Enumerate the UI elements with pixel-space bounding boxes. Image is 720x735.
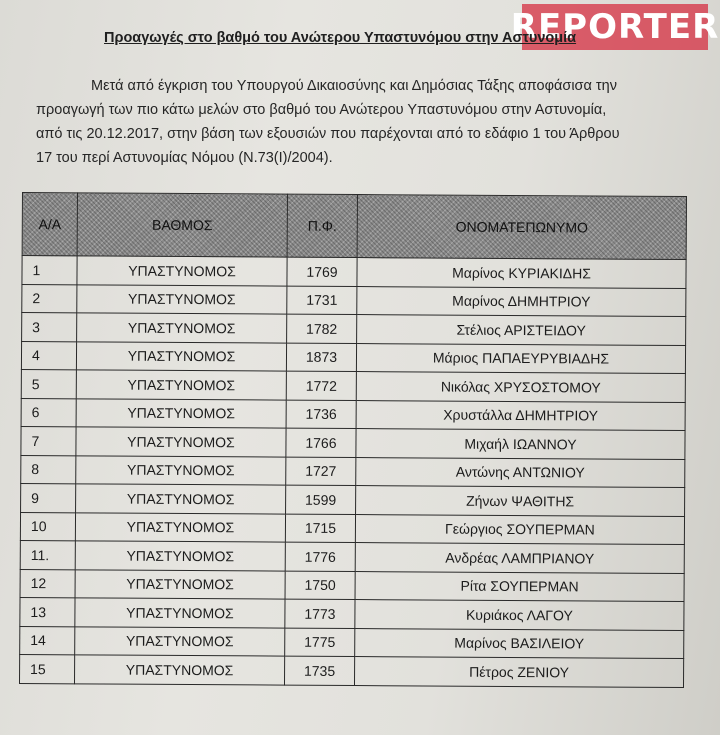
cell-aa: 7 — [21, 426, 76, 455]
cell-pf: 1715 — [285, 514, 355, 543]
table-row — [20, 540, 684, 573]
table-row — [21, 341, 685, 374]
cell-pf: 1773 — [285, 599, 355, 628]
intro-paragraph — [36, 74, 668, 170]
cell-rank: ΥΠΑΣΤΥΝΟΜΟΣ — [76, 427, 286, 457]
cell-rank: ΥΠΑΣΤΥΝΟΜΟΣ — [76, 398, 286, 428]
cell-fullname: Μαρίνος ΚΥΡΙΑΚΙΔΗΣ — [357, 258, 686, 289]
header-aa: Α/Α — [22, 193, 77, 256]
document-title: Προαγωγές στο βαθμό του Ανώτερου Υπαστυνόμου στην Αστυνομία — [104, 30, 577, 46]
cell-pf: 1731 — [287, 286, 357, 315]
cell-pf: 1776 — [285, 542, 355, 571]
table-row — [21, 426, 685, 459]
reporter-watermark: REPORTER — [522, 4, 708, 50]
cell-pf: 1766 — [286, 428, 356, 457]
cell-rank: ΥΠΑΣΤΥΝΟΜΟΣ — [77, 313, 287, 343]
cell-pf: 1750 — [285, 571, 355, 600]
table-row — [20, 512, 684, 545]
cell-rank: ΥΠΑΣΤΥΝΟΜΟΣ — [75, 541, 285, 571]
cell-fullname: Μαρίνος ΔΗΜΗΤΡΙΟΥ — [357, 286, 686, 317]
table-row — [21, 483, 685, 516]
cell-aa: 4 — [21, 341, 76, 370]
table-row — [20, 626, 684, 659]
table-row — [22, 284, 686, 317]
intro-line: Μετά από έγκριση του Υπουργού Δικαιοσύνης και Δημόσιας Τάξης αποφάσισα την — [91, 78, 617, 94]
table-row — [20, 654, 684, 687]
cell-rank: ΥΠΑΣΤΥΝΟΜΟΣ — [76, 484, 286, 514]
cell-fullname: Αντώνης ΑΝΤΩΝΙΟΥ — [356, 457, 685, 488]
header-rank: ΒΑΘΜΟΣ — [77, 193, 287, 257]
cell-pf: 1769 — [287, 257, 357, 286]
cell-pf: 1735 — [284, 656, 354, 685]
cell-fullname: Γεώργιος ΣΟΥΠΕΡΜΑΝ — [355, 514, 684, 545]
cell-pf: 1599 — [286, 485, 356, 514]
cell-pf: 1782 — [287, 314, 357, 343]
header-pf: Π.Φ. — [287, 194, 357, 257]
cell-aa: 9 — [21, 483, 76, 512]
cell-aa: 13 — [20, 597, 75, 626]
cell-fullname: Μάριος ΠΑΠΑΕΥΡΥΒΙΑΔΗΣ — [356, 343, 685, 374]
cell-fullname: Ρίτα ΣΟΥΠΕΡΜΑΝ — [355, 571, 684, 602]
cell-aa: 14 — [20, 626, 75, 655]
cell-pf: 1736 — [286, 400, 356, 429]
intro-line: από τις 20.12.2017, στην βάση των εξουσιών που παρέχονται από το εδάφιο 1 του Άρθρου — [36, 126, 620, 142]
intro-line: προαγωγή των πιο κάτω μελών στο βαθμό του Ανώτερου Υπαστυνόμου στην Αστυνομία, — [36, 102, 607, 118]
table-row — [22, 313, 686, 346]
cell-fullname: Μαρίνος ΒΑΣΙΛΕΙΟΥ — [355, 628, 684, 659]
cell-fullname: Μιχαήλ ΙΩΑΝΝΟΥ — [356, 429, 685, 460]
cell-aa: 5 — [21, 369, 76, 398]
cell-aa: 12 — [20, 569, 75, 598]
cell-rank: ΥΠΑΣΤΥΝΟΜΟΣ — [76, 370, 286, 400]
promotions-table-wrapper — [19, 192, 686, 688]
cell-aa: 8 — [21, 455, 76, 484]
cell-pf: 1772 — [286, 371, 356, 400]
cell-aa: 15 — [20, 654, 75, 683]
table-row — [21, 455, 685, 488]
intro-line: 17 του περί Αστυνομίας Νόμου (Ν.73(Ι)/2004). — [36, 150, 333, 166]
table-row — [21, 398, 685, 431]
cell-rank: ΥΠΑΣΤΥΝΟΜΟΣ — [77, 256, 287, 286]
table-header-row — [22, 193, 686, 260]
cell-rank: ΥΠΑΣΤΥΝΟΜΟΣ — [77, 284, 287, 314]
cell-rank: ΥΠΑΣΤΥΝΟΜΟΣ — [74, 655, 284, 685]
cell-aa: 3 — [22, 313, 77, 342]
table-row — [21, 369, 685, 402]
cell-aa: 6 — [21, 398, 76, 427]
cell-fullname: Κυριάκος ΛΑΓΟΥ — [355, 600, 684, 631]
cell-rank: ΥΠΑΣΤΥΝΟΜΟΣ — [76, 341, 286, 371]
cell-pf: 1873 — [286, 343, 356, 372]
cell-fullname: Χρυστάλλα ΔΗΜΗΤΡΙΟΥ — [356, 400, 685, 431]
table-row — [20, 569, 684, 602]
cell-rank: ΥΠΑΣΤΥΝΟΜΟΣ — [75, 512, 285, 542]
table-row — [22, 256, 686, 289]
cell-fullname: Νικόλας ΧΡΥΣΟΣΤΟΜΟΥ — [356, 372, 685, 403]
cell-fullname: Στέλιος ΑΡΙΣΤΕΙΔΟΥ — [357, 315, 686, 346]
cell-rank: ΥΠΑΣΤΥΝΟΜΟΣ — [75, 626, 285, 656]
cell-rank: ΥΠΑΣΤΥΝΟΜΟΣ — [76, 455, 286, 485]
cell-pf: 1775 — [285, 628, 355, 657]
table-body — [20, 256, 687, 688]
cell-fullname: Ανδρέας ΛΑΜΠΡΙΑΝΟΥ — [355, 543, 684, 574]
cell-fullname: Πέτρος ΖΕΝΙΟΥ — [354, 657, 683, 688]
cell-rank: ΥΠΑΣΤΥΝΟΜΟΣ — [75, 598, 285, 628]
cell-aa: 10 — [20, 512, 75, 541]
cell-aa: 1 — [22, 256, 77, 285]
header-fullname: ΟΝΟΜΑΤΕΠΩΝΥΜΟ — [357, 195, 686, 260]
cell-rank: ΥΠΑΣΤΥΝΟΜΟΣ — [75, 569, 285, 599]
cell-aa: 2 — [22, 284, 77, 313]
table-row — [20, 597, 684, 630]
cell-pf: 1727 — [286, 457, 356, 486]
cell-aa: 11. — [20, 540, 75, 569]
promotions-table — [19, 192, 687, 688]
cell-fullname: Ζήνων ΨΑΘΙΤΗΣ — [356, 486, 685, 517]
